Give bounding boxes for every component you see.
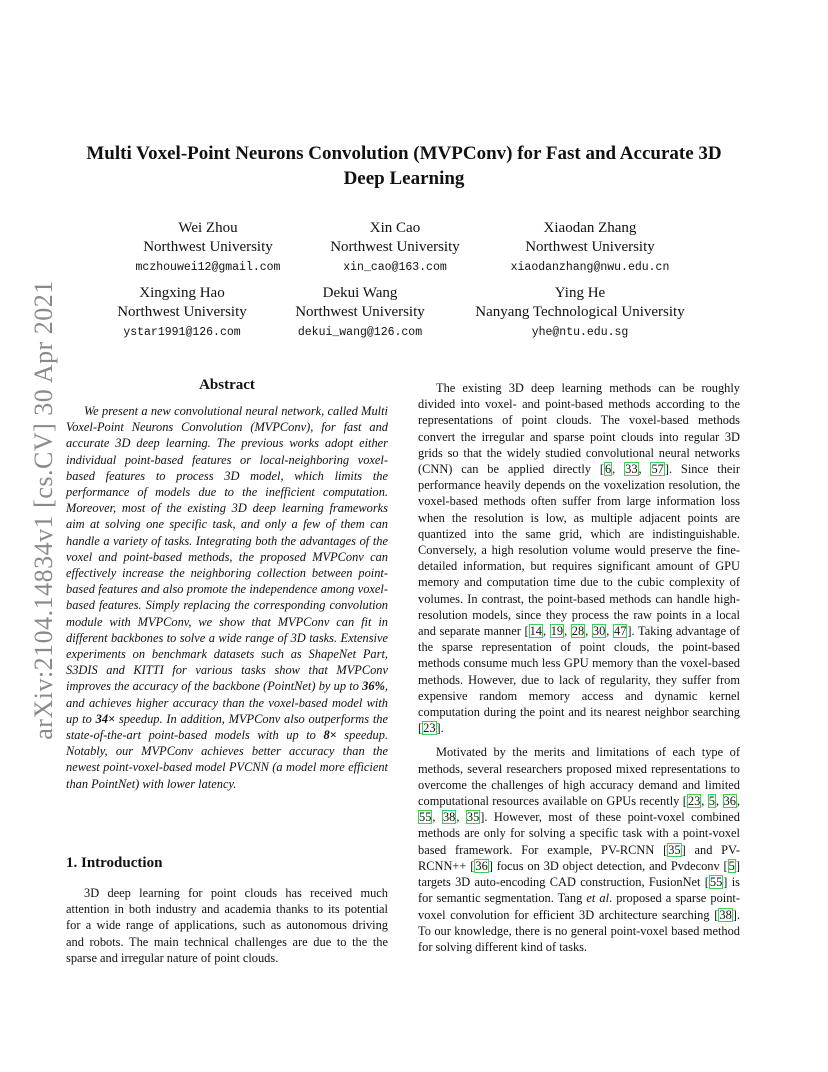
paragraph-text: ]. To our knowledge, there is no general point-voxel based method for solving different kind of tasks.	[418, 907, 740, 954]
paragraph-text: ] is for semantic segmentation. Tang	[418, 875, 740, 906]
author-email: ystar1991@126.com	[123, 326, 241, 339]
paragraph-text: ].	[436, 721, 444, 736]
paragraph: 3D deep learning for point clouds has received much attention in both industry and academia thanks to its potential for a wide range of applications, such as autonomous driving and robots. The main technical challenges are due to the the sparse and irregular nature of point clouds.	[66, 886, 388, 965]
citation-link[interactable]: 23	[687, 794, 701, 809]
citation-link[interactable]: 35	[668, 842, 681, 857]
citation-link[interactable]: 36	[723, 794, 736, 809]
author-block	[315, 219, 475, 277]
author-affiliation: Northwest University	[117, 304, 247, 320]
author-block	[460, 284, 700, 342]
citation-link[interactable]: 38	[442, 810, 456, 825]
author-name: Ying He	[554, 285, 606, 301]
author-email: dekui_wang@126.com	[297, 326, 423, 339]
citation-group: 14, 19, 28, 30, 47	[529, 624, 627, 639]
citation-group	[422, 721, 436, 735]
citation-link[interactable]: 19	[550, 624, 564, 639]
intro-body	[66, 885, 388, 966]
author-email: xiaodanzhang@nwu.edu.cn	[510, 261, 670, 274]
paragraph-text: ]. However, most of these point-voxel combined methods are only for solving a specific task with a point-voxel based framework. For example, PV-RCNN [	[418, 810, 741, 857]
author-name: Wei Zhou	[178, 220, 238, 236]
author-email: yhe@ntu.edu.sg	[531, 326, 629, 339]
citation-group	[667, 843, 681, 857]
citation-link[interactable]: 5	[708, 794, 715, 809]
author-block	[128, 219, 288, 277]
abstract-text: , and achieves higher accuracy than the voxel-based model with up to	[66, 679, 388, 726]
citation-link[interactable]: 57	[651, 462, 664, 477]
abstract-text: speedup. Notably, our MVPConv achieves better accuracy than the newest point-voxel-based model PVCNN (a model more efficient than PointNet) with lower latency.	[66, 728, 388, 791]
citation-link[interactable]: 14	[529, 624, 542, 639]
abstract-emphasis: 8×	[323, 728, 337, 743]
paragraph-text: ] targets 3D auto-encoding CAD construction, FusionNet [	[418, 858, 741, 890]
paragraph-text: ] and PV-RCNN++ [	[418, 842, 740, 873]
citation-link[interactable]: 55	[709, 875, 723, 890]
author-name: Xingxing Hao	[139, 285, 225, 301]
citation-group: 6, 33, 57	[604, 462, 664, 477]
citation-link[interactable]: 38	[719, 907, 732, 922]
paragraph-text: The existing 3D deep learning methods can be roughly divided into voxel- and point-based methods according to the representations of point clouds. The voxel-based methods convert the irregular and sparse point clouds into regular 3D grids so that the widely studied convolutional neural networks (CNN) can be applied directly [	[418, 381, 740, 477]
arxiv-stamp	[24, 230, 64, 790]
citation-link[interactable]: 47	[614, 624, 627, 639]
author-name: Dekui Wang	[322, 285, 398, 301]
citation-link[interactable]: 23	[423, 721, 436, 736]
section-heading: 1. Introduction	[66, 855, 163, 871]
paragraph-text: ] focus on 3D object detection, and Pvdeconv [	[488, 858, 728, 873]
citation-link[interactable]: 35	[466, 810, 480, 825]
citation-link[interactable]: 36	[475, 858, 488, 873]
author-affiliation: Northwest University	[143, 239, 273, 255]
paragraph-text: . proposed a sparse point-voxel convolution for efficient 3D architecture searching [	[418, 891, 740, 922]
citation-group	[474, 859, 488, 873]
author-email: mczhouwei12@gmail.com	[135, 261, 281, 274]
citation-group	[728, 859, 736, 873]
paragraph-text: ]. Taking advantage of the sparse representation of point clouds, the point-based methods consume much less GPU memory than the voxel-based methods. However, due to lack of regularity, they suffer from expensive random memory access and dynamic kernel computation during the point and its nearest neighbor searching [	[418, 624, 741, 736]
citation-group	[709, 875, 723, 889]
paragraph-text: ]. Since their performance heavily depends on the voxelization resolution, the voxel-based methods often suffer from large information loss when the resolution is low, as multiple adjacent points are quantized into the same grid, which are indistinguishable. Conversely, a high resolution volume would preserve the fine-detailed information, but requires significant amount of GPU memory and computation time due to the cubic complexity of volumes. In contrast, the point-based methods can handle high-resolution models, since they process the raw points in a local and separate manner [	[418, 462, 741, 639]
author-affiliation: Northwest University	[295, 304, 425, 320]
right-column	[418, 380, 740, 955]
emphasis-text: et al	[586, 891, 610, 906]
paragraph	[418, 380, 740, 736]
arxiv-stamp-text: arXiv:2104.14834v1 [cs.CV] 30 Apr 2021	[29, 280, 58, 740]
abstract-emphasis: 34×	[95, 711, 116, 726]
paper-title: Multi Voxel-Point Neurons Convolution (MVPConv) for Fast and Accurate 3D Deep Learning	[86, 143, 722, 189]
author-affiliation: Northwest University	[330, 239, 460, 255]
abstract-emphasis: 36%	[362, 679, 385, 694]
paragraph-text: Motivated by the merits and limitations of each type of methods, several researchers proposed mixed representations to overcome the challenges of high accuracy demand and limited computational resources available on GPUs recently [	[418, 745, 740, 809]
citation-link[interactable]: 30	[592, 624, 606, 639]
paragraph	[418, 744, 740, 955]
author-block	[100, 284, 264, 342]
citation-group	[718, 908, 732, 922]
author-affiliation: Northwest University	[525, 239, 655, 255]
author-email: xin_cao@163.com	[343, 261, 447, 274]
author-name: Xin Cao	[369, 220, 421, 236]
citation-link[interactable]: 6	[604, 462, 612, 477]
author-block	[500, 219, 680, 277]
citation-link[interactable]: 55	[419, 810, 432, 825]
abstract-text: We present a new convolutional neural network, called Multi Voxel-Point Neurons Convolution (MVPConv), for fast and accurate 3D deep learning. The previous works adopt either individual point-based features or local-neighboring voxel-based features to process 3D model, which limits the performance of models due to the inefficient computation. Moreover, most of the existing 3D deep learning frameworks aim at solving one specific task, and only a few of them can handle a variety of tasks. Integrating both the advantages of the voxel and point-based methods, the proposed MVPConv can effectively increase the neighboring collection between point-based features and also promote the independence among voxel-based features. Simply replacing the corresponding convolution module with MVPConv, we show that MVPConv can fit in different backbones to solve a wide range of 3D tasks. Extensive experiments on benchmark datasets such as ShapeNet Part, S3DIS and KITTI for various tasks show that MVPConv improves the accuracy of the backbone (PointNet) by up to	[66, 404, 388, 694]
citation-link[interactable]: 33	[625, 462, 638, 477]
abstract-body	[66, 403, 388, 792]
author-name: Xiaodan Zhang	[543, 220, 637, 236]
author-affiliation: Nanyang Technological University	[475, 304, 685, 320]
author-block	[280, 284, 440, 342]
citation-link[interactable]: 5	[728, 858, 735, 873]
citation-group: 23, 5, 36, 55, 38, 35	[419, 794, 740, 825]
abstract-text: speedup. In addition, MVPConv also outperforms the state-of-the-art point-based models with up to	[66, 711, 388, 743]
citation-link[interactable]: 28	[571, 624, 585, 639]
abstract-heading: Abstract	[199, 377, 255, 393]
